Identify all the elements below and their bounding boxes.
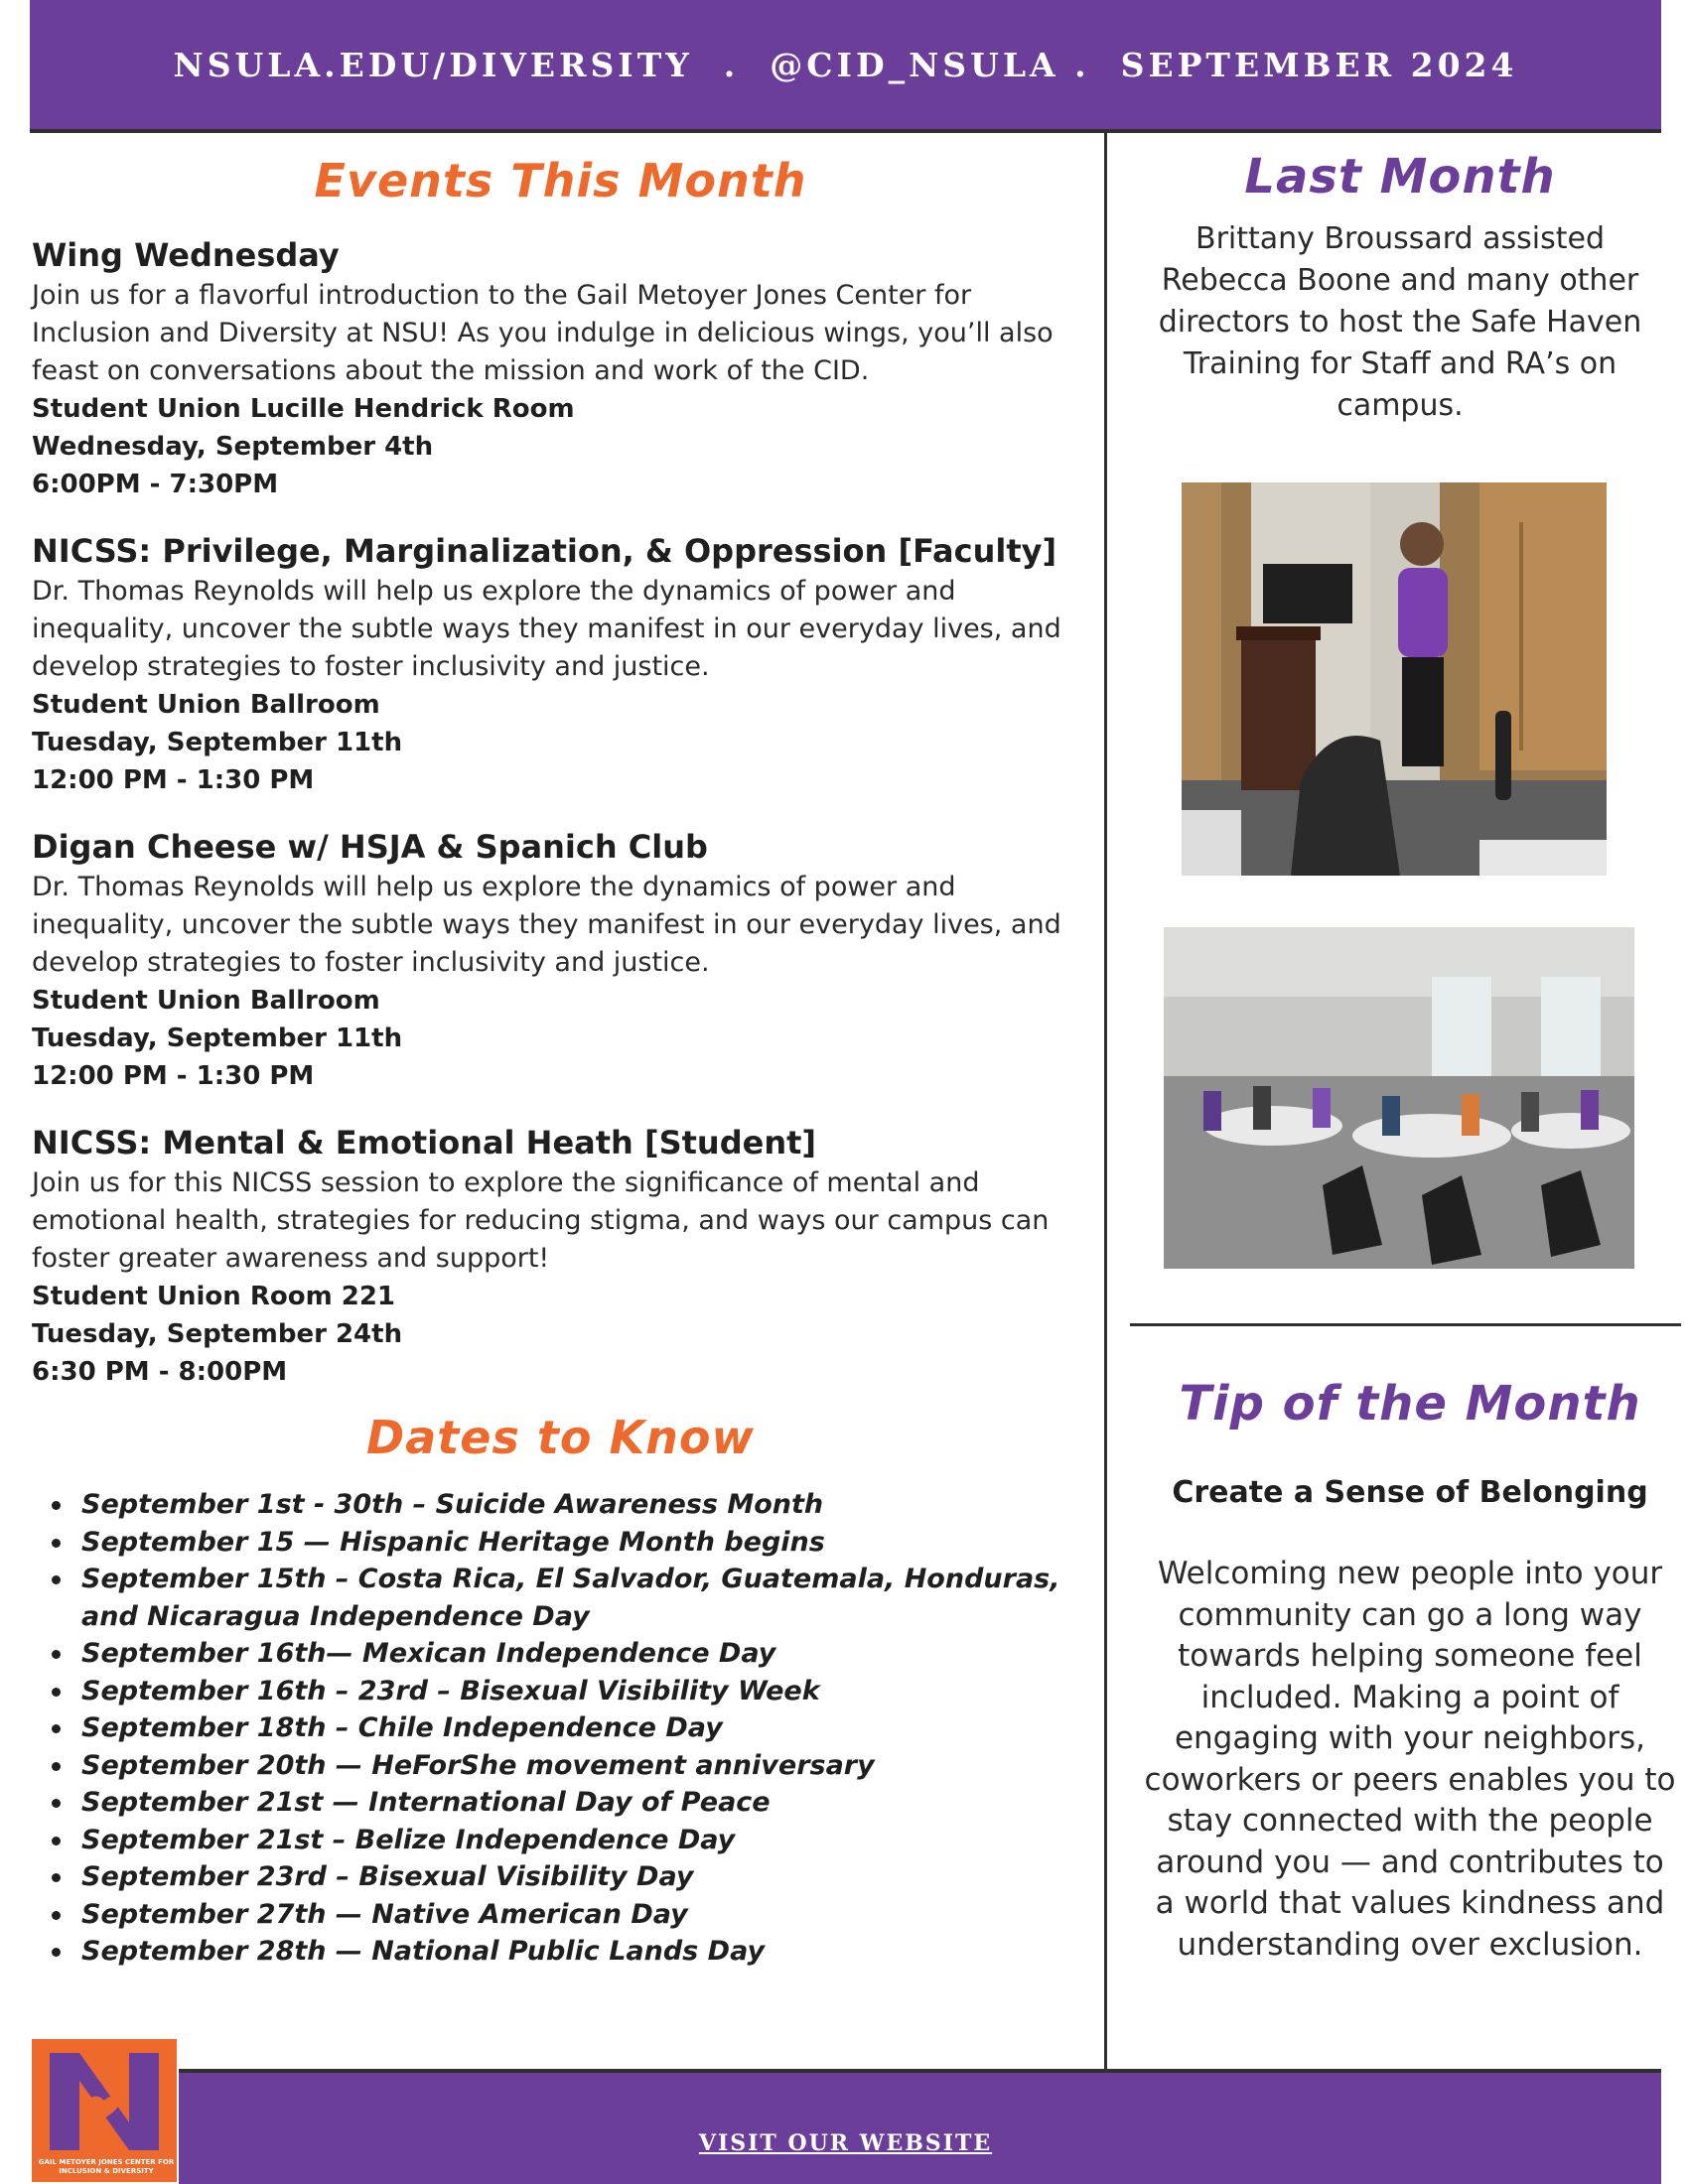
tip-subtitle: Create a Sense of Belonging <box>1172 1475 1648 1510</box>
room-photo-image <box>1164 927 1634 1269</box>
date-item: September 15 — Hispanic Heritage Month begins <box>81 1524 1089 1562</box>
event-time: 12:00 PM - 1:30 PM <box>32 1061 315 1091</box>
date-item: September 15th – Costa Rica, El Salvador, Guatemala, Honduras, and Nicaragua Independence Day <box>81 1561 1089 1635</box>
event-location: Student Union Ballroom <box>32 690 380 720</box>
event-location: Student Union Room 221 <box>32 1282 396 1311</box>
right-column-divider <box>1130 1323 1681 1326</box>
event-time: 6:30 PM - 8:00PM <box>32 1357 288 1387</box>
date-item: September 23rd – Bisexual Visibility Day <box>81 1858 1089 1896</box>
presenter-photo-image <box>1182 482 1607 876</box>
tip-text: Welcoming new people into your community can go a long way towards helping someone feel included. Making a point of engaging with your neighbors, coworkers or peers enables you to stay connected with the people around you — and contributes to a world that values kindness and understanding over exclusion. <box>1144 1556 1676 1963</box>
last-month-title: Last Month <box>1244 149 1556 205</box>
left-column <box>32 154 1089 1971</box>
date-item: September 21st – Belize Independence Day <box>81 1822 1089 1859</box>
logo-mark-icon <box>32 2039 177 2158</box>
event-description: Dr. Thomas Reynolds will help us explore the dynamics of power and inequality, uncover the subtle ways they manifest in our everyday lives, and develop strategies to foster inclusivity and justice. <box>32 576 1061 682</box>
cid-logo <box>30 2037 179 2184</box>
date-item: September 21st — International Day of Peace <box>81 1784 1089 1822</box>
date-item: September 16th— Mexican Independence Day <box>81 1635 1089 1673</box>
event-date: Wednesday, September 4th <box>32 432 434 462</box>
column-divider <box>1104 133 1107 2069</box>
event-title: NICSS: Mental & Emotional Heath [Student] <box>32 1124 817 1161</box>
header-bar <box>30 0 1661 133</box>
visit-website-link[interactable]: VISIT OUR WEBSITE <box>698 2130 993 2156</box>
tip-section <box>1142 1376 1678 1966</box>
event-location: Student Union Ballroom <box>32 986 380 1016</box>
event-date: Tuesday, September 24th <box>32 1319 403 1349</box>
last-month-section <box>1132 149 1668 427</box>
header-text: NSULA.EDU/DIVERSITY . @CID_NSULA . SEPTEMBER 2024 <box>173 45 1518 84</box>
event-title: NICSS: Privilege, Marginalization, & Oppression [Faculty] <box>32 532 1057 570</box>
event-item <box>32 531 1089 799</box>
date-item: September 28th — National Public Lands Day <box>81 1933 1089 1971</box>
dates-list <box>32 1486 1089 1971</box>
date-item: September 20th — HeForShe movement anniversary <box>81 1747 1089 1785</box>
event-location: Student Union Lucille Hendrick Room <box>32 394 575 424</box>
footer-bar <box>30 2069 1661 2184</box>
event-time: 12:00 PM - 1:30 PM <box>32 765 315 795</box>
date-item: September 1st - 30th – Suicide Awareness Month <box>81 1486 1089 1524</box>
event-title: Digan Cheese w/ HSJA & Spanich Club <box>32 828 708 866</box>
event-title: Wing Wednesday <box>32 236 340 274</box>
event-date: Tuesday, September 11th <box>32 728 403 757</box>
training-photo-room <box>1164 927 1634 1269</box>
event-description: Join us for this NICSS session to explore the significance of mental and emotional health, strategies for reducing stigma, and ways our campus can foster greater awareness and support! <box>32 1167 1050 1274</box>
logo-caption: GAIL METOYER JONES CENTER FOR INCLUSION & DIVERSITY <box>38 2158 175 2175</box>
date-item: September 27th — Native American Day <box>81 1896 1089 1934</box>
event-item <box>32 1123 1089 1391</box>
events-section-title: Events This Month <box>314 154 807 207</box>
event-date: Tuesday, September 11th <box>32 1024 403 1053</box>
dates-section-title: Dates to Know <box>366 1411 755 1464</box>
event-item <box>32 827 1089 1095</box>
date-item: September 16th – 23rd – Bisexual Visibility Week <box>81 1673 1089 1710</box>
tip-title: Tip of the Month <box>1179 1376 1641 1432</box>
event-item <box>32 235 1089 503</box>
training-photo-presenter <box>1182 482 1607 876</box>
event-description: Join us for a flavorful introduction to the Gail Metoyer Jones Center for Inclusion and Diversity at NSU! As you indulge in delicious wings, you’ll also feast on conversations about the mission and work of the CID. <box>32 280 1054 386</box>
event-time: 6:00PM - 7:30PM <box>32 470 279 499</box>
date-item: September 18th – Chile Independence Day <box>81 1709 1089 1747</box>
event-description: Dr. Thomas Reynolds will help us explore the dynamics of power and inequality, uncover the subtle ways they manifest in our everyday lives, and develop strategies to foster inclusivity and justice. <box>32 872 1061 978</box>
last-month-text: Brittany Broussard assisted Rebecca Boone and many other directors to host the Safe Haven Training for Staff and RA’s on campus. <box>1158 221 1642 423</box>
